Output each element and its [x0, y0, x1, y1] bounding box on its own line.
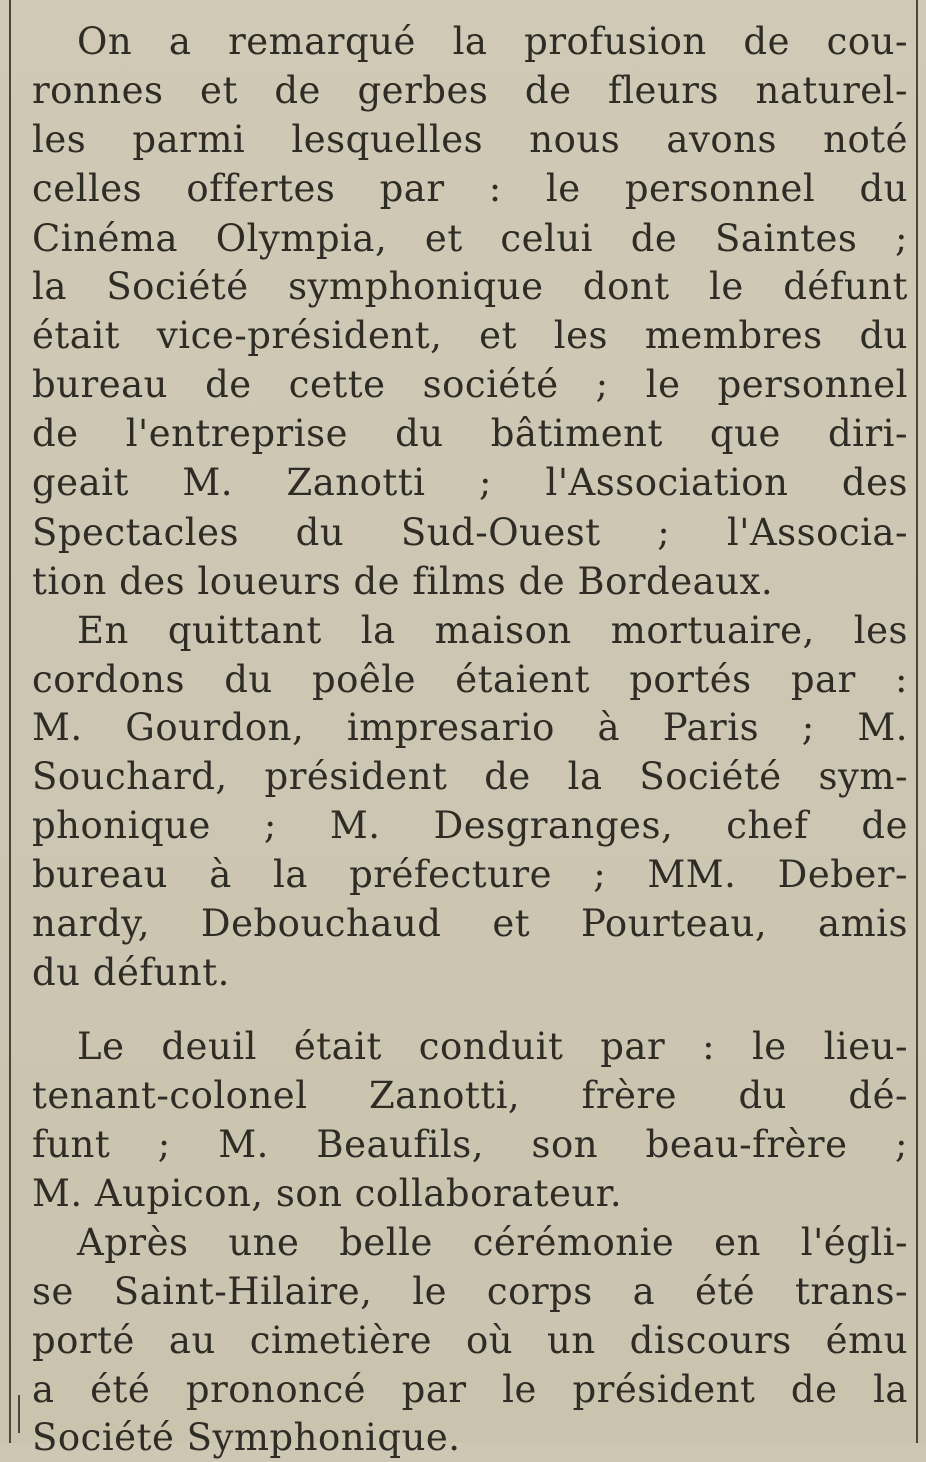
article-line: a été prononcé par le président de la [32, 1368, 908, 1411]
article-line: porté au cimetière où un discours ému [32, 1319, 908, 1362]
article-line: Souchard, président de la Société sym- [32, 755, 908, 798]
article-line: On a remarqué la profusion de cou- [77, 20, 908, 63]
article-line: se Saint-Hilaire, le corps a été trans- [32, 1270, 908, 1313]
article-line: phonique ; M. Desgranges, chef de [32, 804, 908, 847]
article-line: M. Aupicon, son collaborateur. [32, 1172, 623, 1215]
article-line: Société Symphonique. [32, 1416, 461, 1459]
article-line: Après une belle cérémonie en l'égli- [77, 1221, 908, 1264]
article-line: du défunt. [32, 951, 230, 994]
article-line: Spectacles du Sud-Ouest ; l'Associa- [32, 511, 908, 554]
article-line: était vice-président, et les membres du [32, 314, 908, 357]
article-line: Le deuil était conduit par : le lieu- [77, 1025, 908, 1068]
article-line: geait M. Zanotti ; l'Association des [32, 461, 908, 504]
article-line: Cinéma Olympia, et celui de Saintes ; [32, 217, 908, 260]
column-rule-left [9, 0, 11, 1443]
article-line: bureau de cette société ; le personnel [32, 363, 908, 406]
article-line: funt ; M. Beaufils, son beau-frère ; [32, 1123, 908, 1166]
article-body [32, 18, 908, 1459]
article-line: M. Gourdon, impresario à Paris ; M. [32, 706, 908, 749]
article-line: de l'entreprise du bâtiment que diri- [32, 412, 908, 455]
article-line: cordons du poêle étaient portés par : [32, 658, 908, 701]
article-line: En quittant la maison mortuaire, les [77, 609, 908, 652]
article-line: tenant-colonel Zanotti, frère du dé- [32, 1074, 908, 1117]
article-line: tion des loueurs de films de Bordeaux. [32, 560, 774, 603]
article-line: ronnes et de gerbes de fleurs naturel- [32, 69, 908, 112]
article-line: celles offertes par : le personnel du [32, 167, 908, 210]
article-line: nardy, Debouchaud et Pourteau, amis [32, 902, 908, 945]
column-rule-right [916, 0, 918, 1443]
article-line: les parmi lesquelles nous avons noté [32, 118, 908, 161]
article-line: la Société symphonique dont le défunt [32, 265, 908, 308]
column-rule-fragment [18, 1395, 20, 1433]
article-line: bureau à la préfecture ; MM. Deber- [32, 853, 908, 896]
